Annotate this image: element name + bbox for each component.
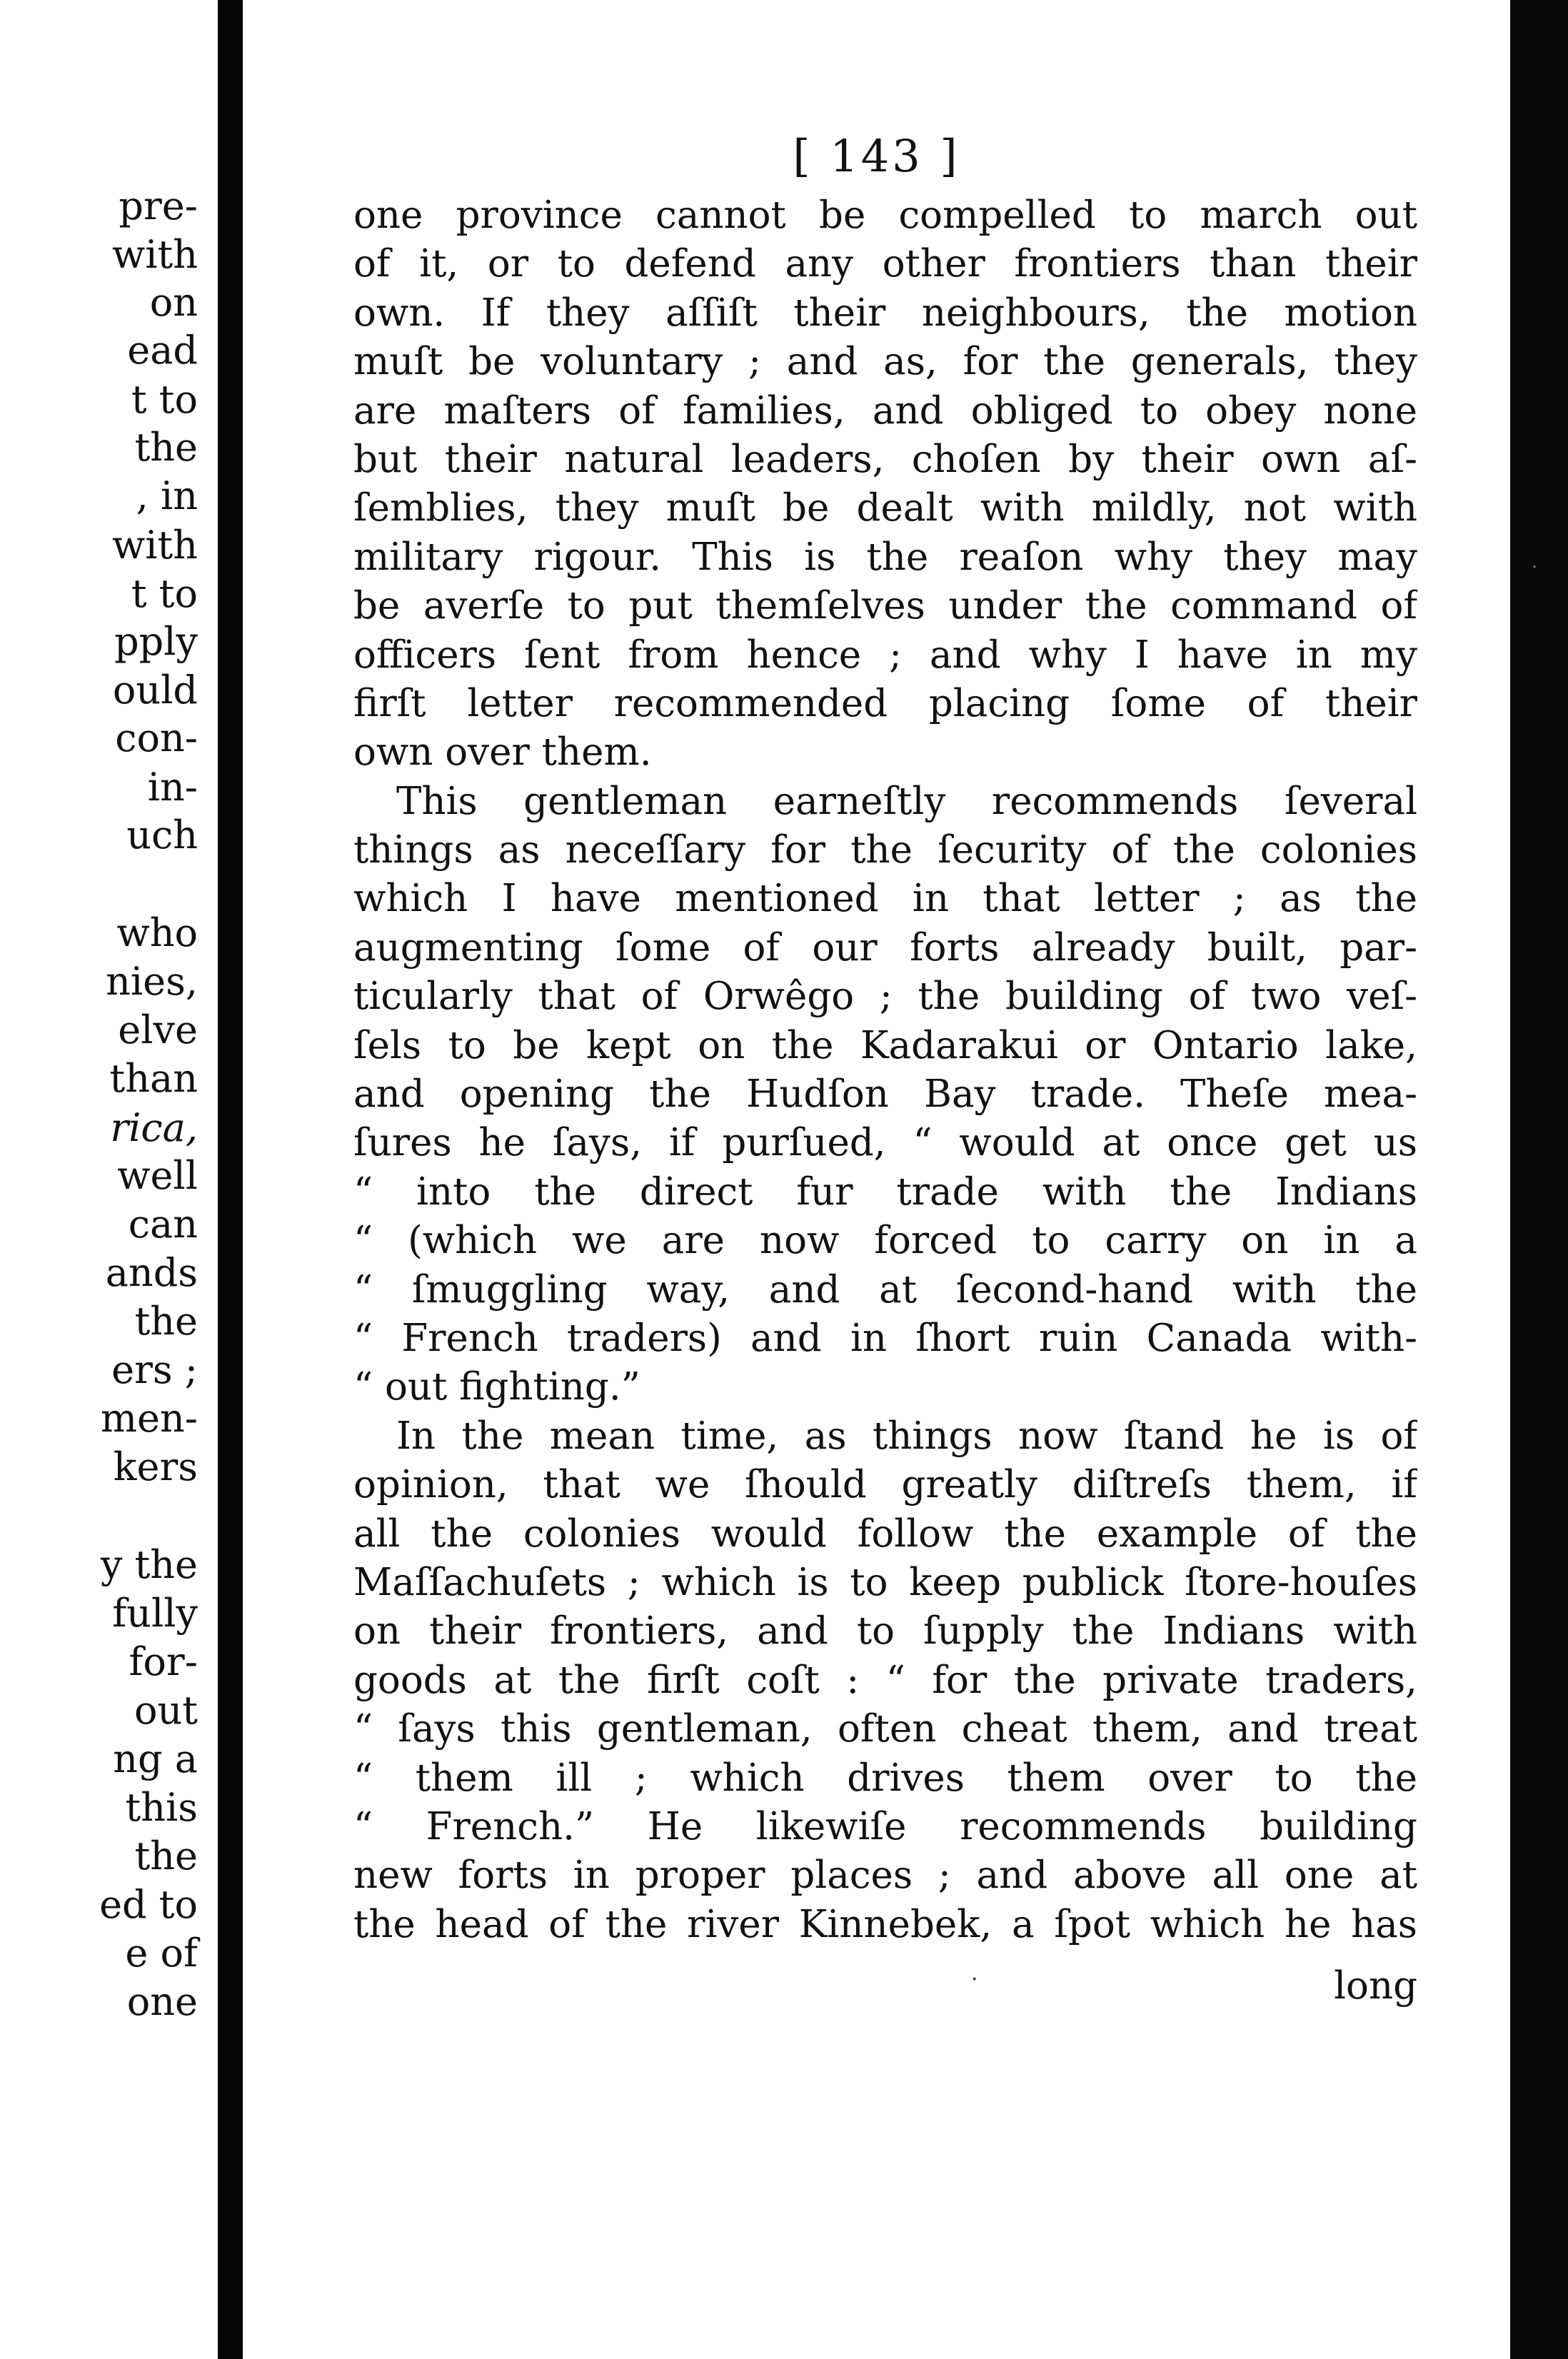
text-line: be averſe to put themſelves under the command of [353, 584, 1417, 628]
text-line: “ French.” He likewiſe recommends building [353, 1804, 1417, 1849]
text-line: goods at the firſt coſt : “ for the private traders, [353, 1658, 1417, 1702]
text-line: own. If they aſſiſt their neighbours, the motion [353, 291, 1417, 335]
left-fragment: with [112, 232, 198, 277]
text-line: Maſſachuſets ; which is to keep publick ſtore-houſes [353, 1560, 1417, 1604]
text-line: officers ſent from hence ; and why I have in my [353, 633, 1417, 677]
text-line: things as neceſſary for the ſecurity of the colonies [353, 828, 1417, 872]
left-fragment: in- [147, 765, 198, 810]
left-fragment: e of [125, 1931, 198, 1976]
text-line: “ ſays this gentleman, often cheat them, and treat [353, 1707, 1417, 1751]
left-fragment: rica, [110, 1105, 198, 1150]
left-fragment: pre- [119, 183, 198, 228]
left-fragment: uch [126, 813, 198, 857]
left-fragment: one [126, 1979, 198, 2024]
left-fragment: the [134, 1299, 198, 1344]
left-fragment: fully [112, 1591, 198, 1636]
left-fragment: nies, [106, 959, 198, 1004]
text-line: This gentleman earneſtly recommends ſeveral [396, 779, 1417, 823]
text-line: “ ſmuggling way, and at ſecond-hand with the [353, 1267, 1417, 1312]
text-line: In the mean time, as things now ſtand he is of [396, 1414, 1417, 1458]
left-fragment: con- [115, 715, 198, 760]
text-line: and opening the Hudſon Bay trade. Theſe mea- [353, 1072, 1417, 1117]
left-fragment: pply [114, 619, 198, 664]
text-line: of it, or to defend any other frontiers than their [353, 242, 1417, 286]
left-fragment: ers ; [111, 1347, 198, 1392]
left-fragment: on [149, 280, 198, 325]
text-line: on their frontiers, and to ſupply the Indians with [353, 1609, 1417, 1654]
left-fragment: for- [129, 1639, 198, 1684]
text-line: muſt be voluntary ; and as, for the generals, they [353, 340, 1417, 384]
left-fragment: can [128, 1202, 198, 1247]
adjacent-page-fragment [0, 0, 218, 2359]
left-fragment: men- [100, 1396, 198, 1441]
left-fragment: y the [100, 1542, 198, 1587]
left-fragment: with [112, 523, 198, 568]
catchword: long [1334, 1964, 1417, 2008]
text-line: are maſters of families, and obliged to obey none [353, 388, 1417, 433]
page-number-header: [ 143 ] [793, 130, 960, 182]
left-fragment: out [134, 1688, 198, 1733]
left-fragment: than [109, 1056, 198, 1101]
left-fragment: the [134, 425, 198, 470]
text-line: the head of the river Kinnebek, a ſpot which he has [353, 1902, 1417, 1946]
text-line: military rigour. This is the reaſon why they may [353, 535, 1417, 579]
left-fragment: elve [118, 1007, 198, 1052]
text-line: all the colonies would follow the example of the [353, 1512, 1417, 1556]
left-fragment: the [134, 1834, 198, 1878]
text-line: “ French traders) and in ſhort ruin Canada with- [353, 1316, 1417, 1360]
left-fragment: ands [105, 1250, 198, 1295]
text-line: “ into the direct fur trade with the Indians [353, 1170, 1417, 1214]
text-line: own over them. [353, 730, 652, 775]
text-line: “ (which we are now forced to carry on in a [353, 1219, 1417, 1263]
margin-speck: · [1532, 557, 1538, 578]
stray-ink-dot: · [971, 1967, 978, 1992]
text-line: ticularly that of Orwêgo ; the building of two veſ- [353, 975, 1417, 1019]
left-fragment: who [116, 910, 198, 955]
left-fragment: well [117, 1153, 198, 1198]
left-fragment: ng a [113, 1736, 198, 1781]
text-line: ſels to be kept on the Kadarakui or Ontario lake, [353, 1023, 1417, 1067]
left-fragment: ed to [99, 1882, 198, 1927]
left-fragment: this [125, 1785, 198, 1830]
left-fragment: t to [131, 571, 198, 616]
text-line: “ them ill ; which drives them over to the [353, 1756, 1417, 1800]
right-page-edge [1510, 0, 1568, 2359]
text-line: “ out fighting.” [353, 1365, 640, 1409]
left-fragment: , in [136, 473, 198, 518]
text-line: which I have mentioned in that letter ; as the [353, 877, 1417, 921]
left-fragment: t to [131, 377, 198, 422]
page-body-text [353, 191, 1417, 1949]
left-fragment: kers [113, 1444, 198, 1489]
text-line: one province cannot be compelled to march out [353, 193, 1417, 237]
text-line: new forts in proper places ; and above all one at [353, 1854, 1417, 1898]
text-line: ſures he ſays, if purſued, “ would at once get us [353, 1121, 1417, 1165]
text-line: opinion, that we ſhould greatly diſtreſs them, if [353, 1463, 1417, 1507]
text-line: ſemblies, they muſt be dealt with mildly, not with [353, 486, 1417, 530]
text-line: but their natural leaders, choſen by their own aſ- [353, 437, 1417, 481]
text-line: augmenting ſome of our forts already built, par- [353, 925, 1417, 970]
left-fragment: ead [127, 328, 198, 373]
text-line: firſt letter recommended placing ſome of their [353, 681, 1417, 725]
left-fragment: ould [112, 668, 198, 713]
book-binding-gutter [218, 0, 243, 2359]
book-page [243, 0, 1510, 2359]
